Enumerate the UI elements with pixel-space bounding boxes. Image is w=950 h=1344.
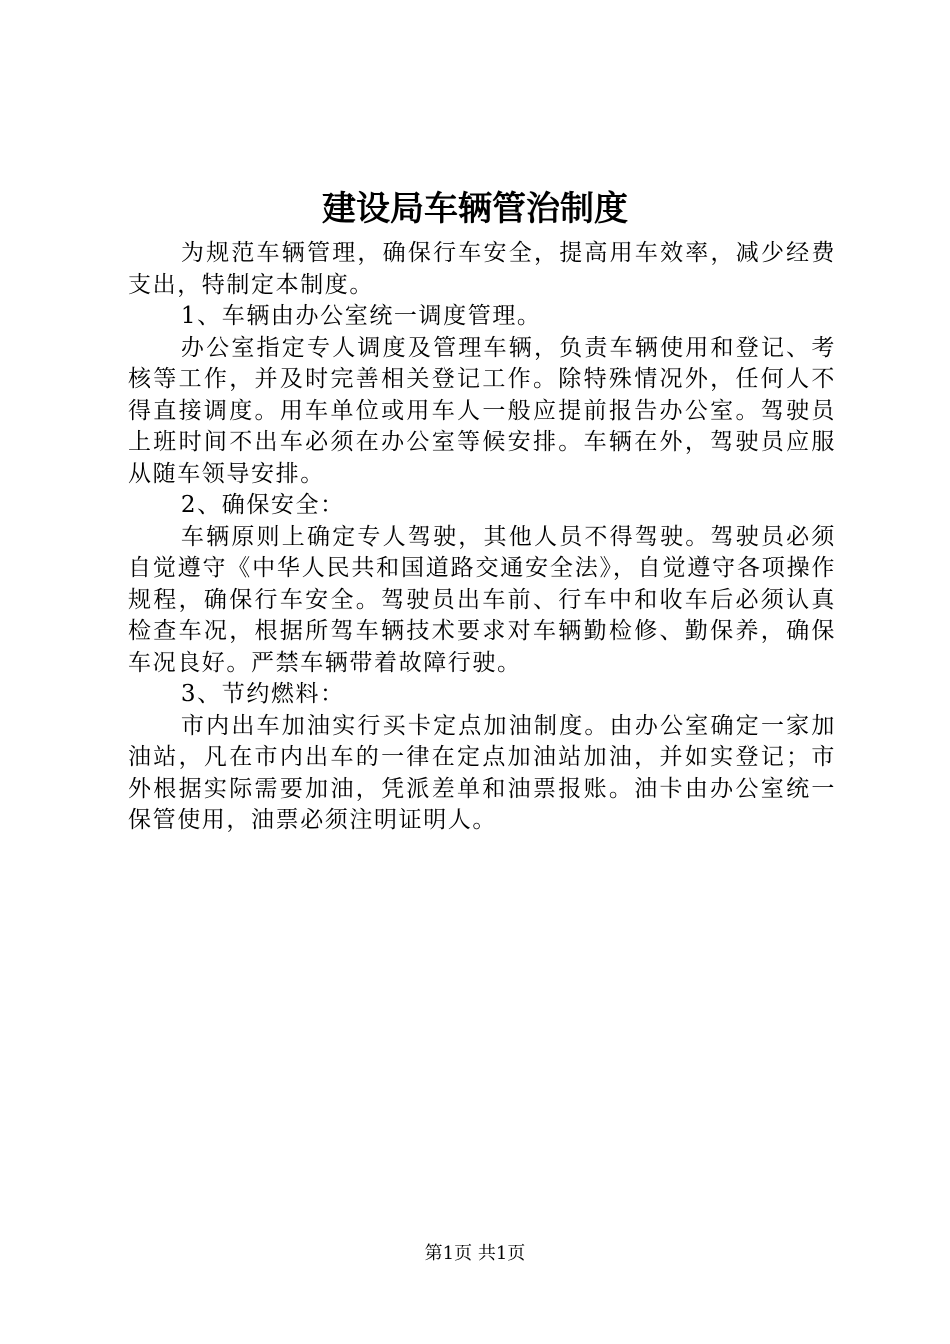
page-number-footer: 第1页 共1页 [424,1243,526,1264]
section-paragraph-2: 车辆原则上确定专人驾驶，其他人员不得驾驶。驾驶员必须自觉遵守《中华人民共和国道路交通安全法》，自觉遵守各项操作规程，确保行车安全。驾驶员出车前、行车中和收车后必须认真检查车况，根据所驾车辆技术要求对车辆勤检修、勤保养，确保车况良好。严禁车辆带着故障行驶。 [128,523,836,676]
section-paragraph-3: 市内出车加油实行买卡定点加油制度。由办公室确定一家加油站，凡在市内出车的一律在定点加油站加油，并如实登记；市外根据实际需要加油，凭派差单和油票报账。油卡由办公室统一保管使用，油票必须注明证明人。 [128,712,836,833]
section-heading-2: 2、确保安全： [180,492,345,518]
section-heading-1: 1、车辆由办公室统一调度管理。 [180,303,542,329]
section-paragraph-1: 办公室指定专人调度及管理车辆，负责车辆使用和登记、考核等工作，并及时完善相关登记工作。除特殊情况外，任何人不得直接调度。用车单位或用车人一般应提前报告办公室。驾驶员上班时间不出车必须在办公室等候安排。车辆在外，驾驶员应服从随车领导安排。 [128,334,836,487]
intro-paragraph: 为规范车辆管理，确保行车安全，提高用车效率，减少经费支出，特制定本制度。 [128,240,836,298]
section-heading-3: 3、节约燃料： [180,681,345,707]
document-title: 建设局车辆管治制度 [322,189,628,229]
document-body [128,238,836,837]
